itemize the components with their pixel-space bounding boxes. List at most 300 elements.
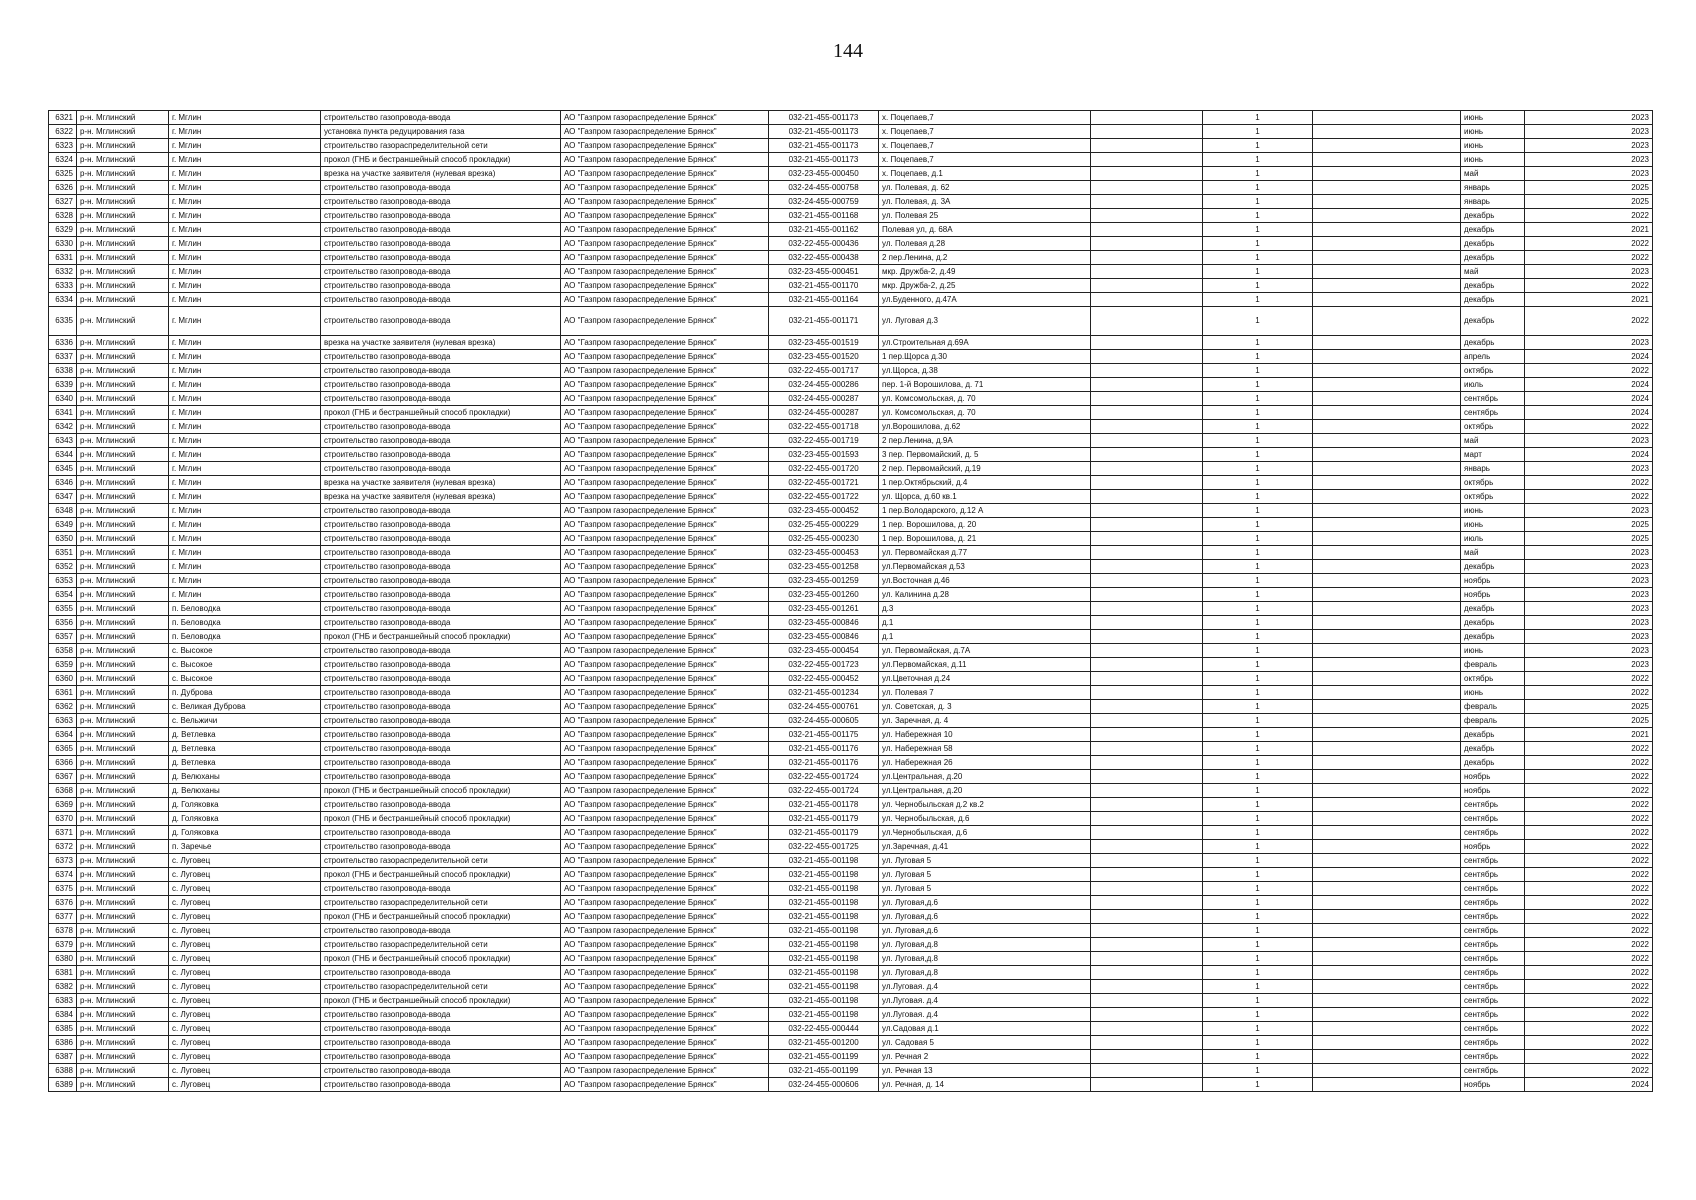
quantity-cell: 1	[1203, 364, 1313, 378]
month-cell: июнь	[1461, 139, 1525, 153]
blank-cell-cell	[1091, 532, 1203, 546]
address-cell: ул. Калинина д.28	[879, 588, 1091, 602]
blank-cell-cell	[1091, 336, 1203, 350]
organization-cell: АО "Газпром газораспределение Брянск"	[561, 167, 769, 181]
settlement-cell: с. Вельжичи	[169, 714, 321, 728]
settlement-cell: г. Мглин	[169, 139, 321, 153]
district-cell: р-н. Мглинский	[77, 195, 169, 209]
settlement-cell: г. Мглин	[169, 251, 321, 265]
year-cell: 2022	[1525, 896, 1653, 910]
table-row	[49, 840, 1653, 854]
blank-cell-cell	[1091, 952, 1203, 966]
quantity-cell: 1	[1203, 237, 1313, 251]
month-cell: сентябрь	[1461, 812, 1525, 826]
row-number-cell: 6339	[49, 378, 77, 392]
table-row	[49, 336, 1653, 350]
blank-cell-cell	[1091, 560, 1203, 574]
row-number-cell: 6356	[49, 616, 77, 630]
organization-cell: АО "Газпром газораспределение Брянск"	[561, 336, 769, 350]
work-type-cell: строительство газопровода-ввода	[321, 209, 561, 223]
year-cell: 2023	[1525, 574, 1653, 588]
work-type-cell: строительство газопровода-ввода	[321, 532, 561, 546]
address-cell: ул. Заречная, д. 4	[879, 714, 1091, 728]
month-cell: декабрь	[1461, 251, 1525, 265]
month-cell: сентябрь	[1461, 826, 1525, 840]
year-cell: 2022	[1525, 980, 1653, 994]
work-type-cell: строительство газопровода-ввода	[321, 574, 561, 588]
row-number-cell: 6363	[49, 714, 77, 728]
table-row	[49, 868, 1653, 882]
blank-cell-cell	[1091, 742, 1203, 756]
work-type-cell: строительство газопровода-ввода	[321, 728, 561, 742]
district-cell: р-н. Мглинский	[77, 125, 169, 139]
quantity-cell: 1	[1203, 854, 1313, 868]
work-type-cell: установка пункта редуцирования газа	[321, 125, 561, 139]
work-type-cell: строительство газопровода-ввода	[321, 181, 561, 195]
table-row	[49, 406, 1653, 420]
organization-cell: АО "Газпром газораспределение Брянск"	[561, 518, 769, 532]
settlement-cell: с. Луговец	[169, 1022, 321, 1036]
work-type-cell: строительство газопровода-ввода	[321, 644, 561, 658]
blank-cell-cell	[1313, 378, 1461, 392]
year-cell: 2025	[1525, 532, 1653, 546]
blank-cell-cell	[1313, 518, 1461, 532]
work-type-cell: строительство газопровода-ввода	[321, 1036, 561, 1050]
table-row	[49, 560, 1653, 574]
quantity-cell: 1	[1203, 1078, 1313, 1092]
address-cell: х. Поцепаев,7	[879, 111, 1091, 125]
address-cell: ул. Набережная 58	[879, 742, 1091, 756]
application-code-cell: 032-23-455-000452	[769, 504, 879, 518]
address-cell: ул.Восточная д.46	[879, 574, 1091, 588]
quantity-cell: 1	[1203, 812, 1313, 826]
settlement-cell: г. Мглин	[169, 167, 321, 181]
year-cell: 2023	[1525, 167, 1653, 181]
work-type-cell: строительство газопровода-ввода	[321, 714, 561, 728]
quantity-cell: 1	[1203, 756, 1313, 770]
organization-cell: АО "Газпром газораспределение Брянск"	[561, 756, 769, 770]
work-type-cell: строительство газопровода-ввода	[321, 392, 561, 406]
year-cell: 2023	[1525, 588, 1653, 602]
application-code-cell: 032-21-455-001170	[769, 279, 879, 293]
organization-cell: АО "Газпром газораспределение Брянск"	[561, 139, 769, 153]
application-code-cell: 032-23-455-001260	[769, 588, 879, 602]
work-type-cell: строительство газопровода-ввода	[321, 658, 561, 672]
address-cell: х. Поцепаев, д.1	[879, 167, 1091, 181]
settlement-cell: п. Заречье	[169, 840, 321, 854]
application-code-cell: 032-22-455-001720	[769, 462, 879, 476]
quantity-cell: 1	[1203, 111, 1313, 125]
address-cell: ул.Луговая. д.4	[879, 1008, 1091, 1022]
district-cell: р-н. Мглинский	[77, 896, 169, 910]
address-cell: ул.Строительная д.69А	[879, 336, 1091, 350]
organization-cell: АО "Газпром газораспределение Брянск"	[561, 153, 769, 167]
blank-cell-cell	[1313, 350, 1461, 364]
row-number-cell: 6327	[49, 195, 77, 209]
row-number-cell: 6366	[49, 756, 77, 770]
table-row	[49, 293, 1653, 307]
blank-cell-cell	[1313, 938, 1461, 952]
work-type-cell: строительство газопровода-ввода	[321, 237, 561, 251]
blank-cell-cell	[1313, 826, 1461, 840]
address-cell: 1 пер.Щорса д.30	[879, 350, 1091, 364]
settlement-cell: г. Мглин	[169, 518, 321, 532]
year-cell: 2022	[1525, 1022, 1653, 1036]
year-cell: 2022	[1525, 868, 1653, 882]
settlement-cell: г. Мглин	[169, 237, 321, 251]
application-code-cell: 032-23-455-001259	[769, 574, 879, 588]
year-cell: 2022	[1525, 490, 1653, 504]
quantity-cell: 1	[1203, 279, 1313, 293]
quantity-cell: 1	[1203, 742, 1313, 756]
blank-cell-cell	[1313, 195, 1461, 209]
district-cell: р-н. Мглинский	[77, 364, 169, 378]
quantity-cell: 1	[1203, 125, 1313, 139]
district-cell: р-н. Мглинский	[77, 588, 169, 602]
work-type-cell: строительство газопровода-ввода	[321, 307, 561, 336]
year-cell: 2023	[1525, 111, 1653, 125]
blank-cell-cell	[1091, 1064, 1203, 1078]
table-row	[49, 378, 1653, 392]
table-row	[49, 1036, 1653, 1050]
blank-cell-cell	[1091, 686, 1203, 700]
month-cell: декабрь	[1461, 237, 1525, 251]
address-cell: д.3	[879, 602, 1091, 616]
application-code-cell: 032-21-455-001200	[769, 1036, 879, 1050]
address-cell: ул. Луговая,д.8	[879, 966, 1091, 980]
row-number-cell: 6355	[49, 602, 77, 616]
settlement-cell: п. Беловодка	[169, 630, 321, 644]
settlement-cell: с. Луговец	[169, 1050, 321, 1064]
month-cell: декабрь	[1461, 223, 1525, 237]
blank-cell-cell	[1313, 602, 1461, 616]
blank-cell-cell	[1313, 630, 1461, 644]
organization-cell: АО "Газпром газораспределение Брянск"	[561, 826, 769, 840]
district-cell: р-н. Мглинский	[77, 153, 169, 167]
work-type-cell: строительство газопровода-ввода	[321, 966, 561, 980]
blank-cell-cell	[1091, 588, 1203, 602]
row-number-cell: 6372	[49, 840, 77, 854]
settlement-cell: д. Велюханы	[169, 770, 321, 784]
quantity-cell: 1	[1203, 265, 1313, 279]
settlement-cell: г. Мглин	[169, 532, 321, 546]
row-number-cell: 6357	[49, 630, 77, 644]
year-cell: 2022	[1525, 756, 1653, 770]
district-cell: р-н. Мглинский	[77, 546, 169, 560]
work-type-cell: прокол (ГНБ и бестраншейный способ прокладки)	[321, 994, 561, 1008]
organization-cell: АО "Газпром газораспределение Брянск"	[561, 812, 769, 826]
district-cell: р-н. Мглинский	[77, 812, 169, 826]
year-cell: 2021	[1525, 728, 1653, 742]
address-cell: ул.Центральная, д.20	[879, 784, 1091, 798]
address-cell: ул. Комсомольская, д. 70	[879, 392, 1091, 406]
address-cell: ул. Речная 13	[879, 1064, 1091, 1078]
quantity-cell: 1	[1203, 798, 1313, 812]
application-code-cell: 032-21-455-001173	[769, 153, 879, 167]
quantity-cell: 1	[1203, 644, 1313, 658]
table-row	[49, 896, 1653, 910]
organization-cell: АО "Газпром газораспределение Брянск"	[561, 686, 769, 700]
row-number-cell: 6347	[49, 490, 77, 504]
blank-cell-cell	[1091, 139, 1203, 153]
district-cell: р-н. Мглинский	[77, 602, 169, 616]
blank-cell-cell	[1313, 209, 1461, 223]
organization-cell: АО "Газпром газораспределение Брянск"	[561, 307, 769, 336]
blank-cell-cell	[1313, 490, 1461, 504]
district-cell: р-н. Мглинский	[77, 1050, 169, 1064]
quantity-cell: 1	[1203, 896, 1313, 910]
organization-cell: АО "Газпром газораспределение Брянск"	[561, 1078, 769, 1092]
district-cell: р-н. Мглинский	[77, 700, 169, 714]
address-cell: 2 пер.Ленина, д.2	[879, 251, 1091, 265]
district-cell: р-н. Мглинский	[77, 392, 169, 406]
application-code-cell: 032-21-455-001179	[769, 812, 879, 826]
address-cell: ул. Чернобыльская, д.6	[879, 812, 1091, 826]
quantity-cell: 1	[1203, 728, 1313, 742]
blank-cell-cell	[1091, 167, 1203, 181]
settlement-cell: п. Беловодка	[169, 616, 321, 630]
district-cell: р-н. Мглинский	[77, 518, 169, 532]
month-cell: декабрь	[1461, 209, 1525, 223]
blank-cell-cell	[1091, 364, 1203, 378]
month-cell: декабрь	[1461, 560, 1525, 574]
table-row	[49, 798, 1653, 812]
work-type-cell: строительство газопровода-ввода	[321, 1008, 561, 1022]
district-cell: р-н. Мглинский	[77, 167, 169, 181]
organization-cell: АО "Газпром газораспределение Брянск"	[561, 237, 769, 251]
address-cell: ул.Центральная, д.20	[879, 770, 1091, 784]
row-number-cell: 6345	[49, 462, 77, 476]
blank-cell-cell	[1091, 616, 1203, 630]
month-cell: март	[1461, 448, 1525, 462]
page-number: 144	[833, 40, 863, 62]
address-cell: ул.Первомайская, д.11	[879, 658, 1091, 672]
address-cell: х. Поцепаев,7	[879, 153, 1091, 167]
organization-cell: АО "Газпром газораспределение Брянск"	[561, 868, 769, 882]
blank-cell-cell	[1091, 1008, 1203, 1022]
district-cell: р-н. Мглинский	[77, 1078, 169, 1092]
address-cell: ул. Комсомольская, д. 70	[879, 406, 1091, 420]
work-type-cell: врезка на участке заявителя (нулевая врезка)	[321, 336, 561, 350]
address-cell: ул.Буденного, д.47А	[879, 293, 1091, 307]
organization-cell: АО "Газпром газораспределение Брянск"	[561, 770, 769, 784]
organization-cell: АО "Газпром газораспределение Брянск"	[561, 378, 769, 392]
application-code-cell: 032-24-455-000758	[769, 181, 879, 195]
blank-cell-cell	[1313, 658, 1461, 672]
settlement-cell: г. Мглин	[169, 504, 321, 518]
organization-cell: АО "Газпром газораспределение Брянск"	[561, 994, 769, 1008]
settlement-cell: с. Луговец	[169, 882, 321, 896]
row-number-cell: 6332	[49, 265, 77, 279]
application-code-cell: 032-22-455-001723	[769, 658, 879, 672]
blank-cell-cell	[1091, 840, 1203, 854]
work-type-cell: строительство газопровода-ввода	[321, 1064, 561, 1078]
blank-cell-cell	[1091, 672, 1203, 686]
month-cell: сентябрь	[1461, 1008, 1525, 1022]
blank-cell-cell	[1313, 854, 1461, 868]
address-cell: д.1	[879, 616, 1091, 630]
year-cell: 2022	[1525, 952, 1653, 966]
application-code-cell: 032-22-455-001725	[769, 840, 879, 854]
month-cell: май	[1461, 434, 1525, 448]
quantity-cell: 1	[1203, 700, 1313, 714]
blank-cell-cell	[1313, 462, 1461, 476]
year-cell: 2022	[1525, 882, 1653, 896]
district-cell: р-н. Мглинский	[77, 1064, 169, 1078]
district-cell: р-н. Мглинский	[77, 672, 169, 686]
row-number-cell: 6338	[49, 364, 77, 378]
quantity-cell: 1	[1203, 770, 1313, 784]
settlement-cell: с. Высокое	[169, 644, 321, 658]
row-number-cell: 6374	[49, 868, 77, 882]
table-row	[49, 364, 1653, 378]
row-number-cell: 6331	[49, 251, 77, 265]
blank-cell-cell	[1313, 784, 1461, 798]
address-cell: ул.Садовая д.1	[879, 1022, 1091, 1036]
year-cell: 2022	[1525, 476, 1653, 490]
organization-cell: АО "Газпром газораспределение Брянск"	[561, 462, 769, 476]
organization-cell: АО "Газпром газораспределение Брянск"	[561, 672, 769, 686]
year-cell: 2023	[1525, 139, 1653, 153]
blank-cell-cell	[1313, 994, 1461, 1008]
quantity-cell: 1	[1203, 686, 1313, 700]
quantity-cell: 1	[1203, 658, 1313, 672]
blank-cell-cell	[1313, 1064, 1461, 1078]
year-cell: 2022	[1525, 798, 1653, 812]
blank-cell-cell	[1091, 896, 1203, 910]
quantity-cell: 1	[1203, 672, 1313, 686]
month-cell: май	[1461, 265, 1525, 279]
application-code-cell: 032-21-455-001164	[769, 293, 879, 307]
organization-cell: АО "Газпром газораспределение Брянск"	[561, 265, 769, 279]
address-cell: д.1	[879, 630, 1091, 644]
year-cell: 2022	[1525, 854, 1653, 868]
application-code-cell: 032-21-455-001198	[769, 910, 879, 924]
address-cell: мкр. Дружба-2, д.49	[879, 265, 1091, 279]
district-cell: р-н. Мглинский	[77, 756, 169, 770]
blank-cell-cell	[1313, 476, 1461, 490]
month-cell: февраль	[1461, 700, 1525, 714]
district-cell: р-н. Мглинский	[77, 714, 169, 728]
work-type-cell: строительство газопровода-ввода	[321, 350, 561, 364]
application-code-cell: 032-21-455-001198	[769, 854, 879, 868]
blank-cell-cell	[1091, 490, 1203, 504]
address-cell: ул. Луговая 5	[879, 854, 1091, 868]
district-cell: р-н. Мглинский	[77, 966, 169, 980]
work-type-cell: строительство газопровода-ввода	[321, 798, 561, 812]
year-cell: 2022	[1525, 209, 1653, 223]
address-cell: 2 пер. Первомайский, д.19	[879, 462, 1091, 476]
blank-cell-cell	[1313, 770, 1461, 784]
month-cell: сентябрь	[1461, 854, 1525, 868]
settlement-cell: с. Луговец	[169, 1064, 321, 1078]
blank-cell-cell	[1313, 672, 1461, 686]
address-cell: ул. Садовая 5	[879, 1036, 1091, 1050]
blank-cell-cell	[1313, 307, 1461, 336]
settlement-cell: г. Мглин	[169, 490, 321, 504]
year-cell: 2023	[1525, 616, 1653, 630]
settlement-cell: г. Мглин	[169, 546, 321, 560]
blank-cell-cell	[1091, 546, 1203, 560]
settlement-cell: г. Мглин	[169, 448, 321, 462]
month-cell: январь	[1461, 195, 1525, 209]
organization-cell: АО "Газпром газораспределение Брянск"	[561, 574, 769, 588]
row-number-cell: 6358	[49, 644, 77, 658]
month-cell: июль	[1461, 532, 1525, 546]
district-cell: р-н. Мглинский	[77, 139, 169, 153]
settlement-cell: г. Мглин	[169, 223, 321, 237]
settlement-cell: с. Луговец	[169, 1008, 321, 1022]
address-cell: ул. Луговая,д.6	[879, 896, 1091, 910]
application-code-cell: 032-23-455-001520	[769, 350, 879, 364]
row-number-cell: 6348	[49, 504, 77, 518]
quantity-cell: 1	[1203, 1064, 1313, 1078]
organization-cell: АО "Газпром газораспределение Брянск"	[561, 966, 769, 980]
application-code-cell: 032-22-455-000452	[769, 672, 879, 686]
quantity-cell: 1	[1203, 924, 1313, 938]
year-cell: 2025	[1525, 195, 1653, 209]
work-type-cell: строительство газопровода-ввода	[321, 770, 561, 784]
address-cell: ул.Чернобыльская, д.6	[879, 826, 1091, 840]
row-number-cell: 6370	[49, 812, 77, 826]
table-row	[49, 139, 1653, 153]
blank-cell-cell	[1313, 686, 1461, 700]
district-cell: р-н. Мглинский	[77, 630, 169, 644]
month-cell: апрель	[1461, 350, 1525, 364]
table-row	[49, 392, 1653, 406]
work-type-cell: строительство газопровода-ввода	[321, 756, 561, 770]
month-cell: февраль	[1461, 714, 1525, 728]
settlement-cell: г. Мглин	[169, 588, 321, 602]
district-cell: р-н. Мглинский	[77, 293, 169, 307]
table-row	[49, 714, 1653, 728]
settlement-cell: г. Мглин	[169, 378, 321, 392]
district-cell: р-н. Мглинский	[77, 742, 169, 756]
quantity-cell: 1	[1203, 826, 1313, 840]
organization-cell: АО "Газпром газораспределение Брянск"	[561, 616, 769, 630]
settlement-cell: с. Луговец	[169, 924, 321, 938]
blank-cell-cell	[1313, 840, 1461, 854]
settlement-cell: г. Мглин	[169, 293, 321, 307]
month-cell: сентябрь	[1461, 938, 1525, 952]
table-row	[49, 686, 1653, 700]
year-cell: 2022	[1525, 420, 1653, 434]
quantity-cell: 1	[1203, 448, 1313, 462]
work-type-cell: врезка на участке заявителя (нулевая врезка)	[321, 490, 561, 504]
settlement-cell: д. Ветлевка	[169, 728, 321, 742]
work-type-cell: прокол (ГНБ и бестраншейный способ прокладки)	[321, 868, 561, 882]
blank-cell-cell	[1313, 742, 1461, 756]
work-type-cell: прокол (ГНБ и бестраншейный способ прокладки)	[321, 153, 561, 167]
application-code-cell: 032-24-455-000287	[769, 406, 879, 420]
district-cell: р-н. Мглинский	[77, 910, 169, 924]
address-cell: ул. Луговая д.3	[879, 307, 1091, 336]
year-cell: 2022	[1525, 840, 1653, 854]
application-code-cell: 032-23-455-000846	[769, 616, 879, 630]
table-row	[49, 195, 1653, 209]
address-cell: 1 пер.Володарского, д.12 А	[879, 504, 1091, 518]
table-row	[49, 462, 1653, 476]
blank-cell-cell	[1091, 307, 1203, 336]
blank-cell-cell	[1091, 378, 1203, 392]
district-cell: р-н. Мглинский	[77, 882, 169, 896]
application-code-cell: 032-23-455-000454	[769, 644, 879, 658]
blank-cell-cell	[1091, 574, 1203, 588]
blank-cell-cell	[1091, 195, 1203, 209]
table-row	[49, 223, 1653, 237]
address-cell: ул.Луговая. д.4	[879, 980, 1091, 994]
row-number-cell: 6337	[49, 350, 77, 364]
